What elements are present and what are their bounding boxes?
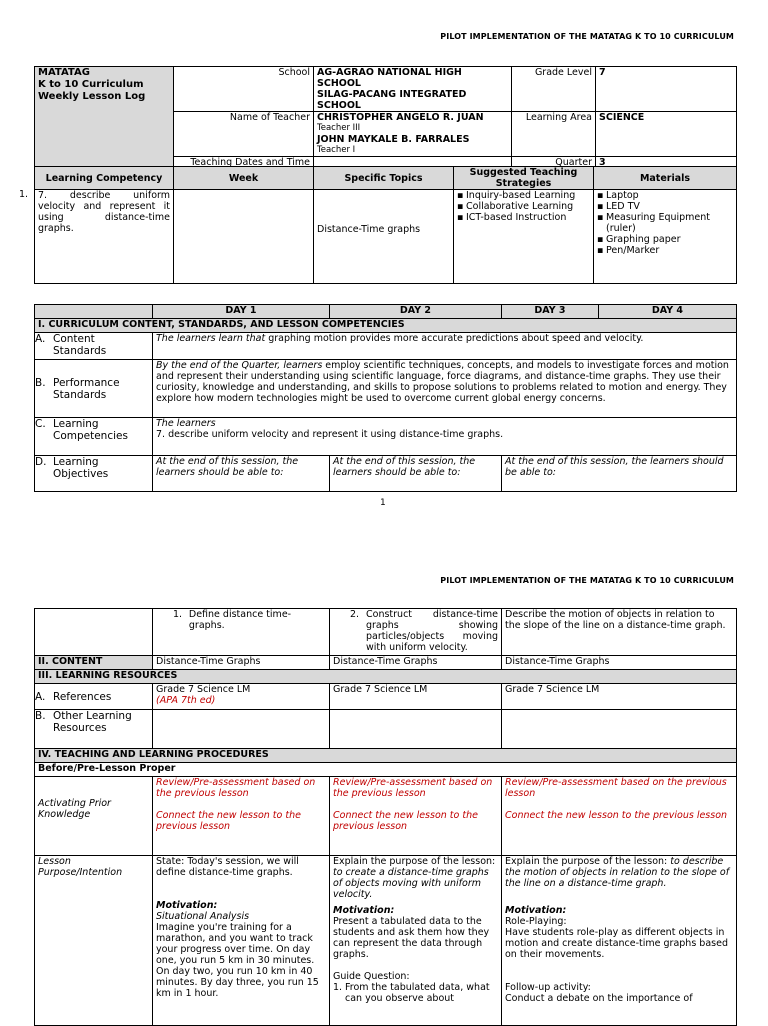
references-label: A. References — [35, 684, 153, 710]
purpose-day-3 — [502, 856, 737, 1026]
objectives-day-2: At the end of this session, the learners should be able to: — [330, 456, 502, 492]
cs-italic: The learners learn that — [156, 333, 266, 344]
page-header: PILOT IMPLEMENTATION OF THE MATATAG K TO 10 CURRICULUM — [440, 32, 734, 41]
materials-cell — [594, 190, 737, 284]
material-item: ▪ LED TV — [606, 201, 733, 212]
label-text: Other Learning Resources — [53, 710, 132, 734]
material-item: ▪ Graphing paper — [606, 234, 733, 245]
ps-text: employ scientific techniques, concepts, and models to investigate forces and motion and represent their understanding using scientific language, force diagrams, and distance-time graphs. They use their curiosity, knowledge and understanding, and skills to propose solutions to problems related to motion and energy. They explore how modern technologies might be used to overcome current global energy concerns. — [156, 360, 729, 404]
day-2-header: DAY 2 — [330, 305, 502, 319]
purpose-italic: to create a distance-time graphs of objects moving with uniform velocity. — [333, 867, 489, 900]
day-1-header: DAY 1 — [153, 305, 330, 319]
strategy-item: ▪ Collaborative Learning — [466, 201, 590, 212]
role-label: Role-Playing: — [505, 916, 567, 927]
objective-day-3: Describe the motion of objects in relation to the slope of the line on a distance-time graph. — [502, 609, 737, 656]
content-standards-text — [153, 333, 737, 360]
page-gap — [0, 520, 768, 566]
label-text: References — [53, 690, 112, 703]
quarter-value: 3 — [596, 157, 737, 169]
days-corner — [35, 305, 153, 319]
connect-text: Connect the new lesson to the previous lesson — [333, 810, 478, 832]
objective-day-1 — [153, 609, 330, 656]
lc-italic: The learners — [156, 418, 216, 429]
content-day-2: Distance-Time Graphs — [330, 656, 502, 670]
follow-text: Conduct a debate on the importance of — [505, 993, 693, 1004]
label-text: Learning Competencies — [53, 418, 128, 442]
situational-label: Situational Analysis — [156, 911, 250, 922]
strategy-item: ▪ ICT-based Instruction — [466, 212, 590, 223]
performance-standards-text — [153, 360, 737, 418]
competency-text: 7. describe uniform velocity and represent it using distance-time graphs. — [35, 190, 174, 284]
school-value — [314, 67, 512, 112]
lc-text: 7. describe uniform velocity and represent it using distance-time graphs. — [156, 429, 504, 440]
material-item: ▪ Laptop — [606, 190, 733, 201]
material-item: ▪ Measuring Equipment (ruler) — [606, 212, 733, 234]
ref-note: (APA 7th ed) — [156, 695, 216, 706]
days-table — [34, 304, 737, 492]
school-name-1: AG-AGRAO NATIONAL HIGH SCHOOL — [317, 67, 462, 89]
section-resources: III. LEARNING RESOURCES — [35, 670, 737, 684]
review-text: Review/Pre-assessment based on the previous lesson — [505, 777, 727, 799]
teacher-value — [314, 112, 512, 157]
col-specific-topics: Specific Topics — [314, 167, 454, 190]
other-resources-label: B. Other Learning Resources — [35, 710, 153, 749]
label-text: Performance Standards — [53, 376, 120, 401]
log-title-1: MATATAG — [38, 67, 90, 78]
references-day-3: Grade 7 Science LM — [502, 684, 737, 710]
other-day-1 — [153, 710, 330, 749]
school-name-2: SILAG-PACANG INTEGRATED SCHOOL — [317, 89, 467, 111]
teacher-2-rank: Teacher I — [317, 145, 356, 155]
page-header: PILOT IMPLEMENTATION OF THE MATATAG K TO 10 CURRICULUM — [440, 576, 734, 585]
connect-text: Connect the new lesson to the previous lesson — [505, 810, 728, 821]
follow-label: Follow-up activity: — [505, 982, 591, 993]
review-text: Review/Pre-assessment based on the previous lesson — [333, 777, 493, 799]
log-title-cell — [35, 67, 174, 169]
purpose-day-1 — [153, 856, 330, 1026]
learning-competencies-text — [153, 418, 737, 456]
col-week: Week — [174, 167, 314, 190]
references-day-1 — [153, 684, 330, 710]
guide-question: From the tabulated data, what can you observe about — [345, 982, 490, 1004]
col-strategies: Suggested Teaching Strategies — [454, 167, 594, 190]
competency-table — [34, 166, 737, 284]
objectives-day-3: At the end of this session, the learners should be able to: — [502, 456, 737, 492]
motivation-label: Motivation: — [156, 900, 218, 911]
purpose-text: Explain the purpose of the lesson: — [505, 856, 668, 867]
dates-label: Teaching Dates and Time — [174, 157, 314, 169]
obj-num: 2. — [350, 609, 360, 620]
page-2 — [0, 566, 768, 1024]
section-curriculum: I. CURRICULUM CONTENT, STANDARDS, AND LESSON COMPETENCIES — [35, 319, 737, 333]
area-value: SCIENCE — [596, 112, 737, 157]
activating-day-1 — [153, 777, 330, 856]
objectives-label-cont — [35, 609, 153, 656]
learning-competencies-label: C. Learning Competencies — [35, 418, 153, 456]
teacher-2-name: JOHN MAYKALE B. FARRALES — [317, 134, 470, 145]
day-3-header: DAY 3 — [502, 305, 599, 319]
motivation-label: Motivation: — [505, 905, 567, 916]
col-learning-competency: Learning Competency — [35, 167, 174, 190]
area-label: Learning Area — [512, 112, 596, 157]
objectives-day-1: At the end of this session, the learners should be able to: — [153, 456, 330, 492]
objective-day-2 — [330, 609, 502, 656]
obj-text: Construct distance-time graphs showing particles/objects moving with uniform velocity. — [366, 609, 498, 653]
obj-num: 1. — [173, 609, 183, 620]
teacher-1-rank: Teacher III — [317, 123, 361, 133]
activating-day-2 — [330, 777, 502, 856]
activating-day-3 — [502, 777, 737, 856]
learning-objectives-label: D. Learning Objectives — [35, 456, 153, 492]
activating-label: Activating Prior Knowledge — [35, 777, 153, 856]
material-item: ▪ Pen/Marker — [606, 245, 733, 256]
story-text: Imagine you're training for a marathon, and you want to track your progress over time. On day one, you run 5 km in 30 minutes. On day two, you run 10 km in 40 minutes. By day three, you run 15 km in 1 hour. — [156, 922, 319, 999]
purpose-text: State: Today's session, we will define distance-time graphs. — [156, 856, 299, 878]
week-cell — [174, 190, 314, 284]
q-num: 1. — [333, 982, 343, 993]
label-text: Learning Objectives — [53, 456, 109, 480]
cs-text: graphing motion provides more accurate predictions about speed and velocity. — [265, 333, 644, 344]
purpose-day-2 — [330, 856, 502, 1026]
col-materials: Materials — [594, 167, 737, 190]
ps-italic: By the end of the Quarter, learners — [156, 360, 323, 371]
log-title-3: Weekly Lesson Log — [38, 91, 146, 102]
school-label: School — [174, 67, 314, 112]
section-before-lesson: Before/Pre-Lesson Proper — [35, 763, 737, 777]
day-4-header: DAY 4 — [599, 305, 737, 319]
teacher-label: Name of Teacher — [174, 112, 314, 157]
role-text: Have students role-play as different objects in motion and create distance-time graphs based on their movements. — [505, 927, 728, 960]
quarter-label: Quarter — [512, 157, 596, 169]
row-number: 1. — [19, 189, 29, 200]
page-number: 1 — [380, 498, 386, 508]
strategy-item: ▪ Inquiry-based Learning — [466, 190, 590, 201]
obj-text: Define distance time-graphs. — [188, 609, 292, 631]
connect-text: Connect the new lesson to the previous lesson — [156, 810, 301, 832]
label-text: Content Standards — [53, 333, 107, 357]
topic-text: Distance-Time graphs — [314, 190, 454, 284]
review-text: Review/Pre-assessment based on the previous lesson — [156, 777, 316, 799]
motivation-label: Motivation: — [333, 905, 395, 916]
lesson-info-table — [34, 66, 737, 169]
other-day-2 — [330, 710, 502, 749]
content-label: II. CONTENT — [35, 656, 153, 670]
grade-value: 7 — [596, 67, 737, 112]
content-day-1: Distance-Time Graphs — [153, 656, 330, 670]
motivation-text: Present a tabulated data to the students and ask them how they can represent the data through graphs. — [333, 916, 490, 960]
grade-label: Grade Level — [512, 67, 596, 112]
guide-label: Guide Question: — [333, 971, 410, 982]
strategies-cell — [454, 190, 594, 284]
section-procedures: IV. TEACHING AND LEARNING PROCEDURES — [35, 749, 737, 763]
purpose-label: Lesson Purpose/Intention — [35, 856, 153, 1026]
content-standards-label: A. Content Standards — [35, 333, 153, 360]
procedures-table — [34, 608, 737, 1026]
purpose-italic: to describe the motion of objects in relation to the slope of the line on a distance-time graph. — [505, 856, 730, 889]
performance-standards-label: B. Performance Standards — [35, 360, 153, 418]
ref-text: Grade 7 Science LM — [156, 684, 251, 695]
purpose-text: Explain the purpose of the lesson: — [333, 856, 496, 867]
other-day-3 — [502, 710, 737, 749]
content-day-3: Distance-Time Graphs — [502, 656, 737, 670]
log-title-2: K to 10 Curriculum — [38, 79, 144, 90]
teacher-1-name: CHRISTOPHER ANGELO R. JUAN — [317, 112, 484, 123]
references-day-2: Grade 7 Science LM — [330, 684, 502, 710]
